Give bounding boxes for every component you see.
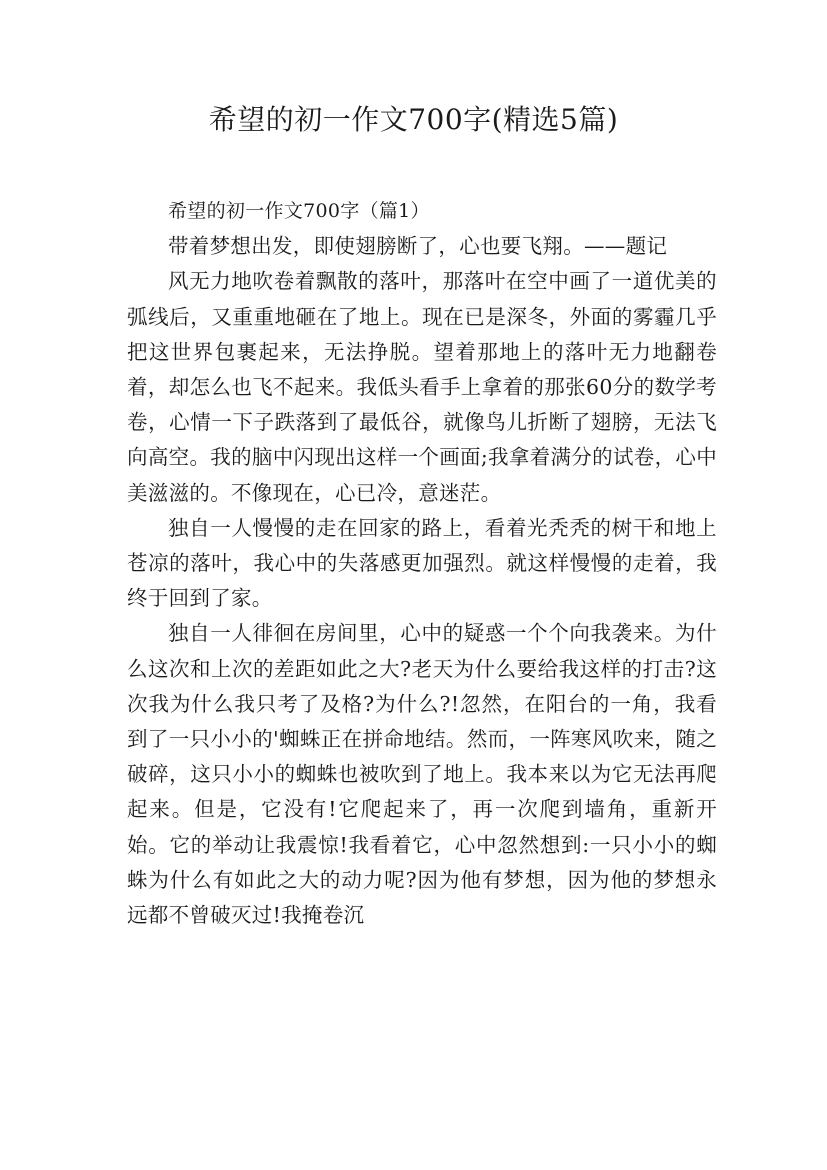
document-title: 希望的初一作文700字(精选5篇)	[208, 103, 619, 136]
document-body	[127, 194, 717, 933]
body-paragraph-1: 风无力地吹卷着飘散的落叶，那落叶在空中画了一道优美的弧线后，又重重地砸在了地上。现在已是深冬，外面的雾霾几乎把这世界包裹起来，无法挣脱。望着那地上的落叶无力地翻卷着，却怎么也飞不起来。我低头看手上拿着的那张60分的数学考卷，心情一下子跌落到了最低谷，就像鸟儿折断了翅膀，无法飞向高空。我的脑中闪现出这样一个画面;我拿着满分的试卷，心中美滋滋的。不像现在，心已冷，意迷茫。	[127, 269, 717, 505]
body-paragraph-3: 独自一人徘徊在房间里，心中的疑惑一个个向我袭来。为什么这次和上次的差距如此之大?老天为什么要给我这样的打击?这次我为什么我只考了及格?为什么?!忽然，在阳台的一角，我看到了一只小小的'蜘蛛正在拼命地结。然而，一阵寒风吹来，随之破碎，这只小小的蜘蛛也被吹到了地上。我本来以为它无法再爬起来。但是，它没有!它爬起来了，再一次爬到墙角，重新开始。它的举动让我震惊!我看着它，心中忽然想到:一只小小的蜘蛛为什么有如此之大的动力呢?因为他有梦想，因为他的梦想永远都不曾破灭过!我掩卷沉	[127, 621, 717, 928]
epigraph-paragraph: 带着梦想出发，即使翅膀断了，心也要飞翔。——题记	[168, 234, 668, 259]
section-heading: 希望的初一作文700字（篇1）	[168, 200, 430, 222]
body-paragraph-2: 独自一人慢慢的走在回家的路上，看着光秃秃的树干和地上苍凉的落叶，我心中的失落感更加强烈。就这样慢慢的走着，我终于回到了家。	[127, 515, 717, 611]
